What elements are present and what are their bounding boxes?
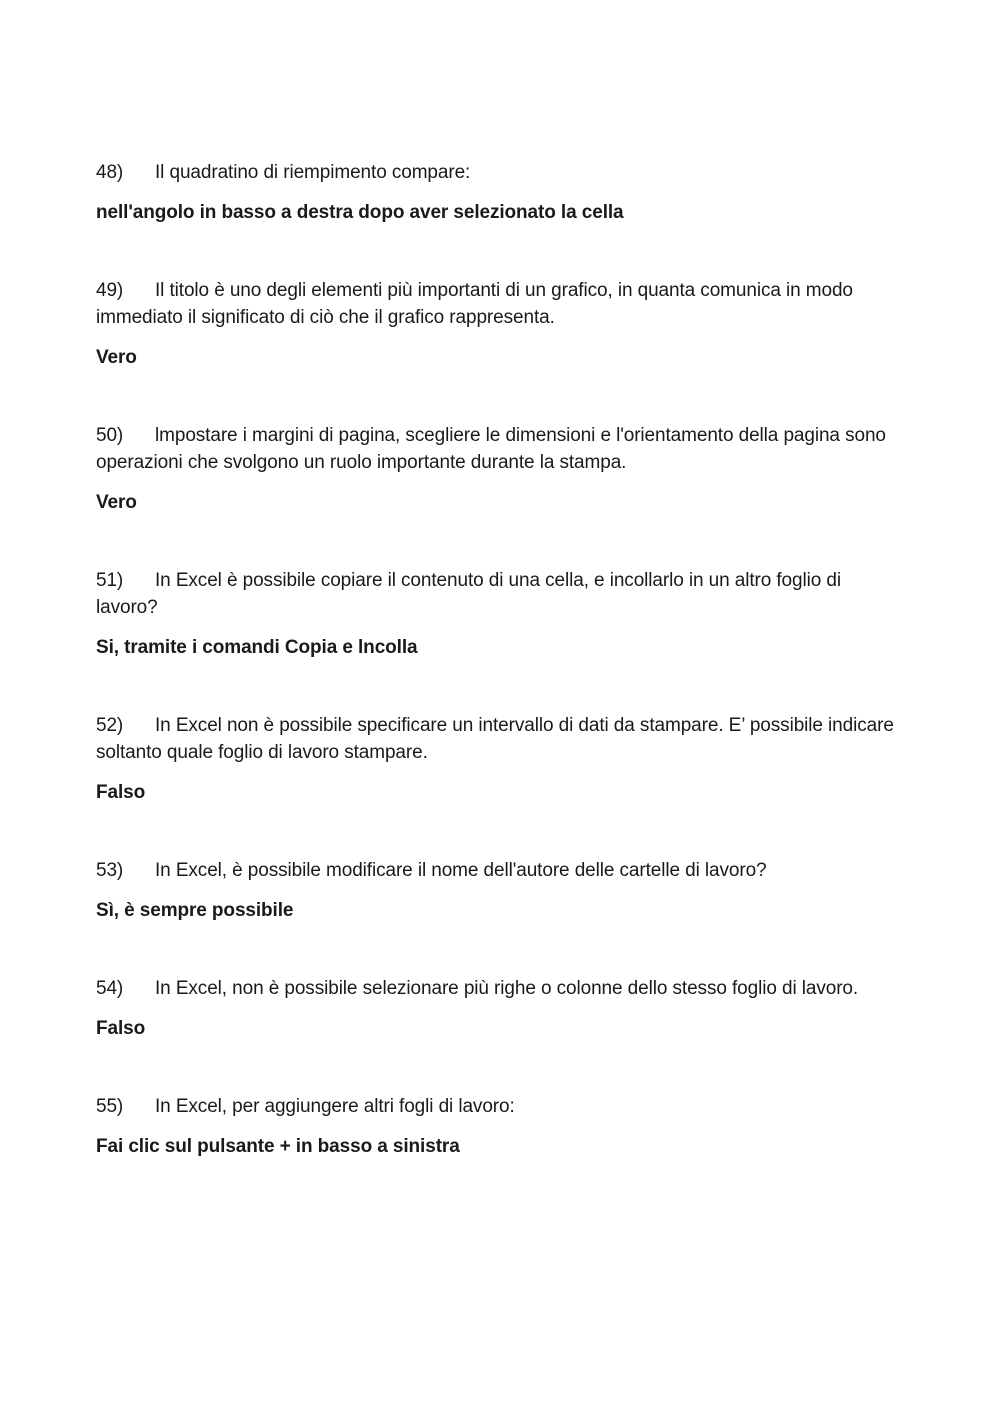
question-item-51 (96, 567, 896, 661)
question-number: 48) (96, 162, 124, 183)
question-body: In Excel, non è possibile selezionare più righe o colonne dello stesso foglio di lavoro. (155, 978, 859, 999)
answer-text: Vero (96, 492, 137, 513)
question-text (96, 277, 896, 331)
question-text (96, 567, 896, 621)
question-number: 53) (96, 860, 124, 881)
question-item-50 (96, 422, 896, 516)
question-body: lmpostare i margini di pagina, scegliere le dimensioni e l'orientamento della pagina sono operazioni che svolgono un ruolo importante durante la stampa. (96, 425, 886, 473)
question-text (96, 422, 896, 476)
question-item-48 (96, 159, 896, 226)
question-number: 54) (96, 978, 124, 999)
question-item-54 (96, 975, 896, 1042)
question-number: 55) (96, 1096, 124, 1117)
answer-text: nell'angolo in basso a destra dopo aver selezionato la cella (96, 202, 624, 223)
answer-text: Si, tramite i comandi Copia e lncolla (96, 637, 418, 658)
question-text (96, 857, 896, 884)
question-body: In Excel, per aggiungere altri fogli di lavoro: (155, 1096, 515, 1117)
question-number: 51) (96, 570, 124, 591)
question-item-55 (96, 1093, 896, 1160)
question-list (96, 159, 896, 1160)
question-number: 52) (96, 715, 124, 736)
question-item-52 (96, 712, 896, 806)
answer-text: Falso (96, 1018, 146, 1039)
question-text (96, 975, 896, 1002)
question-body: In Excel, è possibile modificare il nome dell'autore delle cartelle di lavoro? (155, 860, 767, 881)
question-body: In Excel è possibile copiare il contenuto di una cella, e incollarlo in un altro foglio di lavoro? (96, 570, 841, 618)
question-text (96, 159, 896, 186)
answer-text: Fai clic sul pulsante + in basso a sinistra (96, 1136, 460, 1157)
answer-text: Sì, è sempre possibile (96, 900, 294, 921)
answer-text: Vero (96, 347, 137, 368)
answer-text: Falso (96, 782, 146, 803)
question-body: Il quadratino di riempimento compare: (155, 162, 471, 183)
question-text (96, 1093, 896, 1120)
question-number: 50) (96, 425, 124, 446)
question-number: 49) (96, 280, 124, 301)
question-body: Il titolo è uno degli elementi più importanti di un grafico, in quanta comunica in modo immediato il significato di ciò che il grafico rappresenta. (96, 280, 853, 328)
question-body: In Excel non è possibile specificare un intervallo di dati da stampare. E’ possibile indicare soltanto quale foglio di lavoro stampare. (96, 715, 894, 763)
question-item-49 (96, 277, 896, 371)
question-item-53 (96, 857, 896, 924)
question-text (96, 712, 896, 766)
